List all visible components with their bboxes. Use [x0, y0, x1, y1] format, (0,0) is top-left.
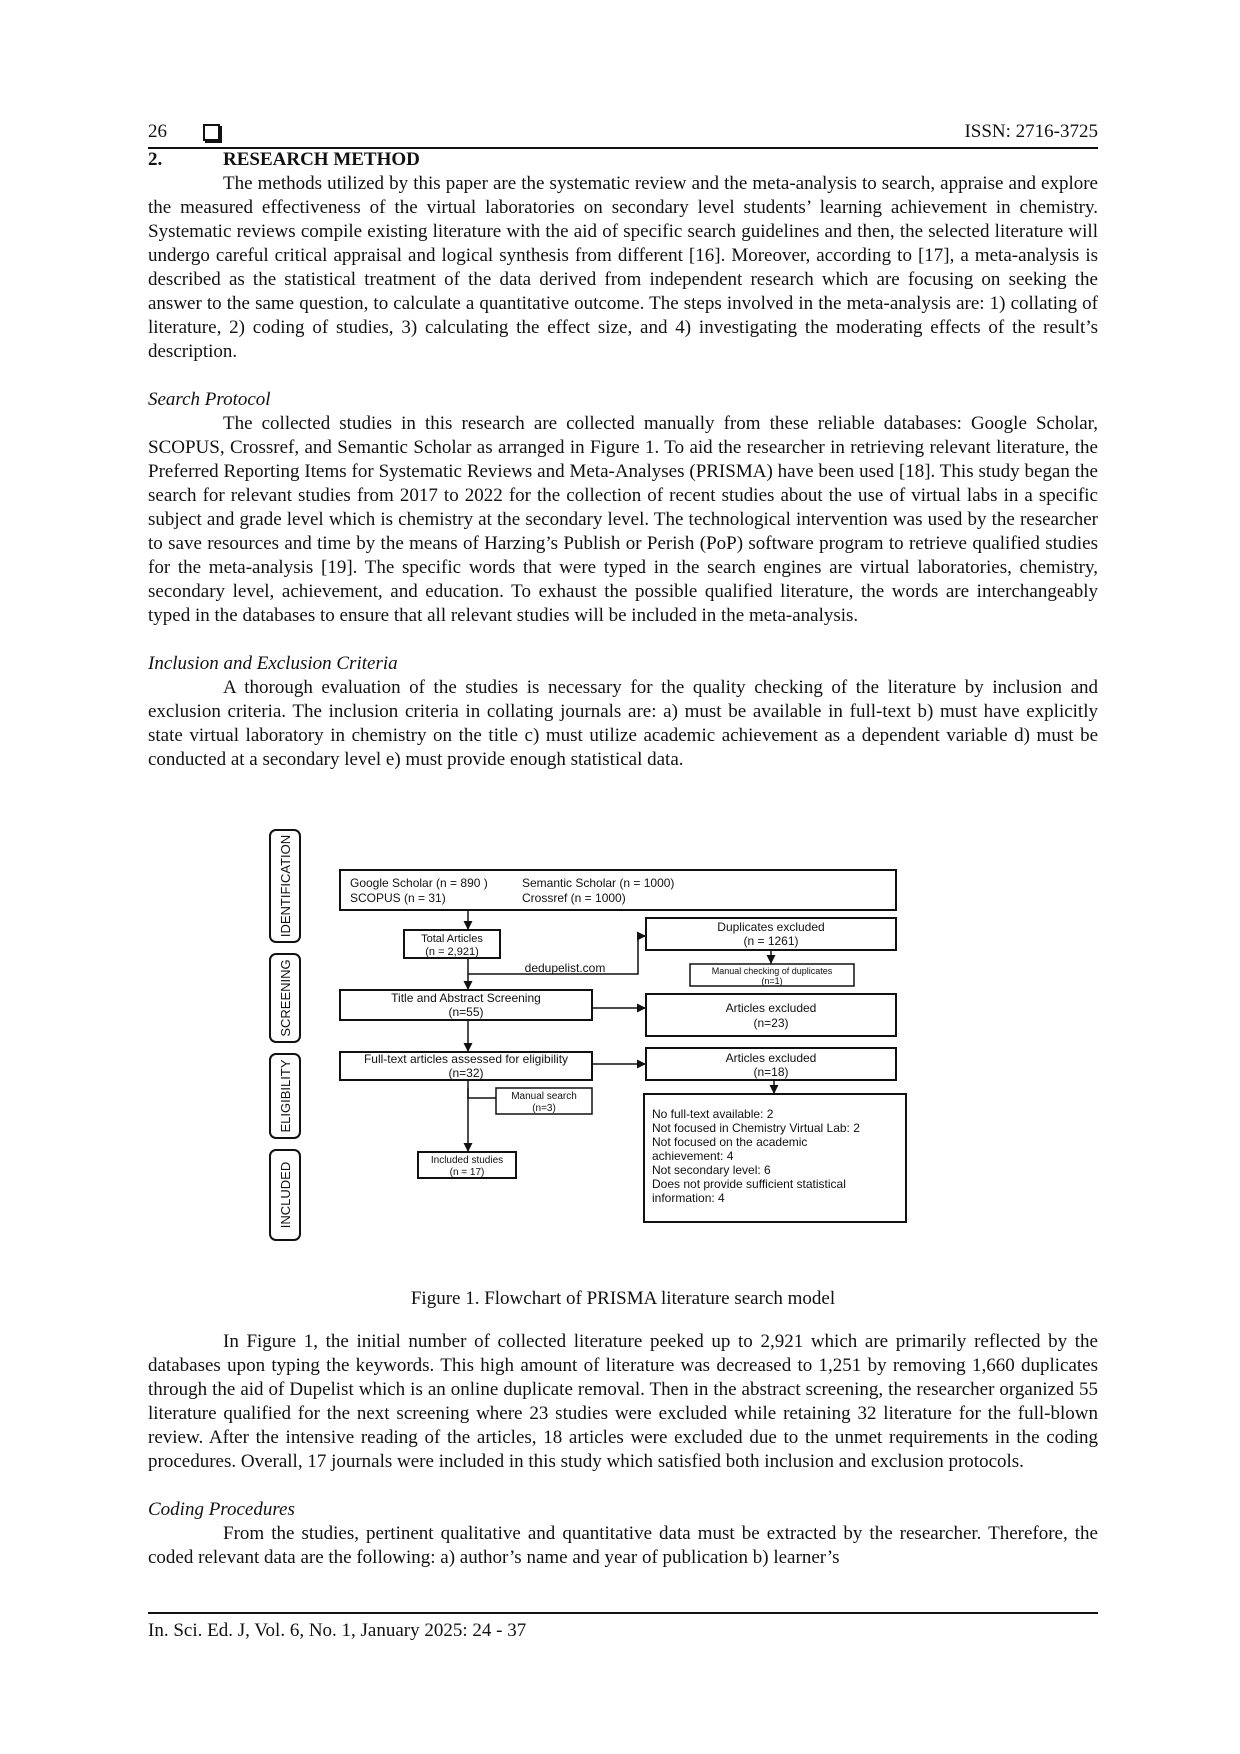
- inclusion-paragraph: A thorough evaluation of the studies is necessary for the quality checking of the literature by inclusion and exclusion criteria. The inclusion criteria in collating journals are: a) must be available in full-text b) must have explicitly state virtual laboratory in chemistry on the title c) must utilize academic achievement as a dependent variable d) must be conducted at a secondary level e) must provide enough statistical data.: [148, 677, 1098, 770]
- excluded2-line1: Articles excluded: [725, 1051, 817, 1065]
- issn-label: ISSN: 2716-3725: [964, 121, 1098, 142]
- fulltext-line2: (n=32): [448, 1066, 484, 1080]
- prisma-flowchart-svg: [260, 818, 980, 1278]
- source-semantic: Semantic Scholar (n = 1000): [522, 876, 675, 890]
- footer-citation: In. Sci. Ed. J, Vol. 6, No. 1, January 2025: 24 - 37: [148, 1620, 527, 1641]
- manual-search-line2: (n=3): [532, 1103, 556, 1114]
- source-scopus: SCOPUS (n = 31): [350, 891, 446, 905]
- duplicates-line2: (n = 1261): [743, 934, 799, 948]
- footer-rule: [148, 1612, 1098, 1614]
- intro-paragraph: The methods utilized by this paper are the systematic review and the meta-analysis to search, appraise and explore the measured effectiveness of the virtual laboratories on secondary level students’ learning achievement in chemistry. Systematic reviews compile existing literature with the aid of specific search guidelines and then, the selected literature will undergo careful critical appraisal and logical synthesis from different [16]. Moreover, according to [17], a meta-analysis is described as the statistical treatment of the data derived from independent research which are focusing on seeking the answer to the same question, to calculate a quantitative outcome. The steps involved in the meta-analysis are: 1) collating of literature, 2) coding of studies, 3) calculating the effect size, and 4) investigating the moderating effects of the result’s description.: [148, 173, 1098, 362]
- stage-labels: [270, 830, 300, 1240]
- main-content-top: [148, 148, 1098, 772]
- total-line1: Total Articles: [421, 933, 483, 945]
- reason-6: information: 4: [652, 1191, 725, 1205]
- prisma-flowchart: [260, 818, 980, 1278]
- coding-heading: Coding Procedures: [148, 1499, 295, 1520]
- dedupe-label: dedupelist.com: [524, 961, 606, 975]
- excluded1-line1: Articles excluded: [725, 1001, 817, 1015]
- coding-paragraph: From the studies, pertinent qualitative and quantitative data must be extracted by the researcher. Therefore, the coded relevant data are the following: a) author’s name and year of publication b) learner’s: [148, 1523, 1098, 1568]
- included-line1: Included studies: [430, 1155, 504, 1166]
- screening-line1: Title and Abstract Screening: [391, 991, 541, 1005]
- source-google: Google Scholar (n = 890 ): [350, 876, 488, 890]
- reason-2: Not focused on the academic: [652, 1135, 808, 1149]
- after-figure-paragraph: In Figure 1, the initial number of collected literature peeked up to 2,921 which are primarily reflected by the databases upon typing the keywords. This high amount of literature was decreased to 1,251 by removing 1,660 duplicates through the aid of Dupelist which is an online duplicate removal. Then in the abstract screening, the researcher organized 55 literature qualified for the next screening where 23 studies were excluded while retaining 32 literature for the full-blown review. After the intensive reading of the articles, 18 articles were excluded due to the unmet requirements in the coding procedures. Overall, 17 journals were included in this study which satisfied both inclusion and exclusion protocols.: [148, 1331, 1098, 1472]
- reason-0: No full-text available: 2: [652, 1107, 774, 1121]
- manual-check-line1: Manual checking of duplicates: [711, 966, 833, 976]
- section-title: [148, 148, 1098, 172]
- square-icon: [203, 124, 220, 141]
- search-protocol-paragraph: The collected studies in this research are collected manually from these reliable databases: Google Scholar, SCOPUS, Crossref, and Semantic Scholar as arranged in Figure 1. To aid the researcher in retrieving relevant literature, the Preferred Reporting Items for Systematic Reviews and Meta-Analyses (PRISMA) have been used [18]. This study began the search for relevant studies from 2017 to 2022 for the collection of recent studies about the use of virtual labs in a specific subject and grade level which is chemistry at the secondary level. The technological intervention was used by the researcher to save resources and time by the means of Harzing’s Publish or Perish (PoP) software program to retrieve qualified studies for the meta-analysis [19]. The specific words that were typed in the search engines are virtual laboratories, chemistry, secondary level, achievement, and education. To exhaust the possible qualified literature, the words are interchangeably typed in the databases to ensure that all relevant studies will be included in the meta-analysis.: [148, 413, 1098, 626]
- stage-identification: IDENTIFICATION: [278, 834, 293, 938]
- included-line2: (n = 17): [449, 1167, 485, 1178]
- total-line2: (n = 2,921): [425, 946, 479, 958]
- fulltext-line1: Full-text articles assessed for eligibility: [363, 1052, 569, 1066]
- excluded2-line2: (n=18): [753, 1065, 789, 1079]
- reason-4: Not secondary level: 6: [652, 1163, 771, 1177]
- reason-1: Not focused in Chemistry Virtual Lab: 2: [652, 1121, 860, 1135]
- section-title-text: RESEARCH METHOD: [223, 149, 420, 170]
- manual-check-line2: (n=1): [761, 976, 783, 986]
- reason-3: achievement: 4: [652, 1149, 734, 1163]
- main-content-bottom: [148, 1330, 1098, 1570]
- search-protocol-heading: Search Protocol: [148, 389, 271, 410]
- figure-caption: Figure 1. Flowchart of PRISMA literature search model: [410, 1288, 836, 1309]
- screening-line2: (n=55): [448, 1005, 484, 1019]
- stage-screening: SCREENING: [278, 959, 293, 1037]
- excluded1-line2: (n=23): [753, 1016, 789, 1030]
- manual-search-line1: Manual search: [511, 1091, 577, 1102]
- duplicates-line1: Duplicates excluded: [717, 920, 825, 934]
- reason-5: Does not provide sufficient statistical: [652, 1177, 846, 1191]
- inclusion-heading: Inclusion and Exclusion Criteria: [148, 653, 398, 674]
- stage-eligibility: ELIGIBILITY: [278, 1059, 293, 1133]
- page-number: 26: [148, 121, 167, 142]
- section-number: 2.: [148, 149, 163, 170]
- stage-included: INCLUDED: [278, 1161, 293, 1229]
- page-header: [148, 118, 1098, 146]
- source-crossref: Crossref (n = 1000): [522, 891, 626, 905]
